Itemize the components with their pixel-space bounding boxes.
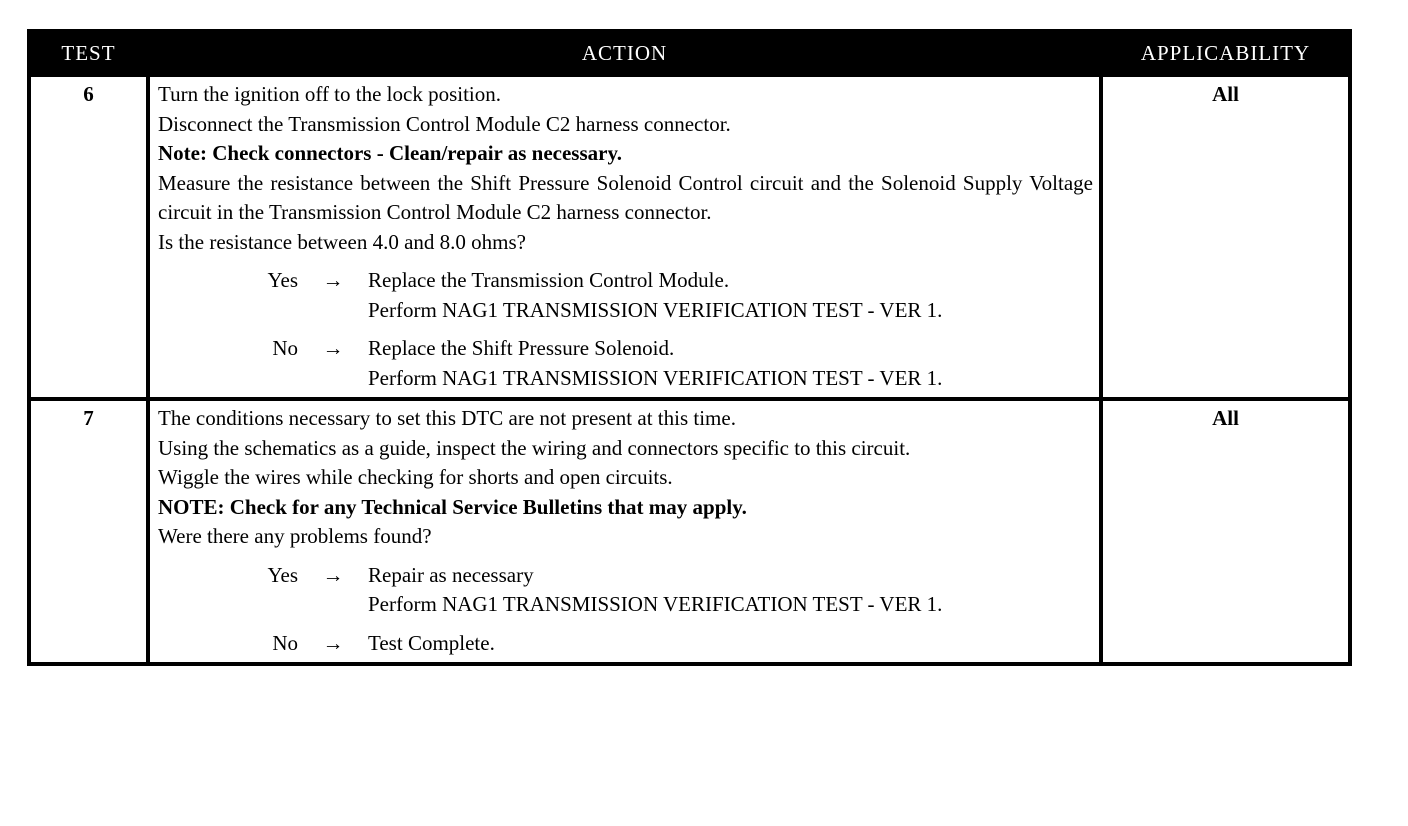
action-cell — [148, 75, 1101, 399]
header-action: ACTION — [148, 31, 1101, 75]
action-step: Turn the ignition off to the lock position. — [158, 82, 502, 106]
action-question: Were there any problems found? — [158, 524, 432, 548]
answer-label: Yes — [267, 268, 298, 292]
action-step: Wiggle the wires while checking for shorts and open circuits. — [158, 465, 673, 489]
right-arrow-icon: → — [322, 562, 344, 587]
table-header — [29, 31, 1350, 75]
answer-text — [368, 266, 1093, 325]
answer-text — [368, 629, 1093, 659]
action-step: Disconnect the Transmission Control Module C2 harness connector. — [158, 111, 731, 136]
answer-no — [158, 334, 1093, 393]
test-number: 6 — [29, 75, 148, 399]
right-arrow-icon: → — [322, 630, 344, 655]
answer-label: No — [272, 630, 298, 655]
action-note: NOTE: Check for any Technical Service Bulletins that may apply. — [158, 494, 747, 519]
action-step: The conditions necessary to set this DTC are not present at this time. — [158, 406, 736, 430]
answer-line: Replace the Transmission Control Module. — [368, 268, 730, 292]
table-row-test-7 — [29, 399, 1350, 664]
action-note: Note: Check connectors - Clean/repair as necessary. — [158, 141, 623, 165]
answer-yes — [158, 561, 1093, 620]
right-arrow-icon: → — [322, 336, 344, 360]
applicability: All — [1101, 75, 1350, 399]
answer-line: Perform NAG1 TRANSMISSION VERIFICATION TEST - VER 1. — [368, 592, 943, 616]
applicability: All — [1101, 399, 1350, 664]
answer-no — [158, 629, 1093, 659]
answer-text — [368, 334, 1093, 393]
right-arrow-icon: → — [322, 268, 344, 292]
action-step: Using the schematics as a guide, inspect the wiring and connectors specific to this circuit. — [158, 435, 911, 460]
answer-line: Perform NAG1 TRANSMISSION VERIFICATION TEST - VER 1. — [368, 297, 943, 322]
answer-line: Perform NAG1 TRANSMISSION VERIFICATION TEST - VER 1. — [368, 365, 943, 390]
answer-label: Yes — [267, 562, 298, 587]
answer-yes — [158, 266, 1093, 325]
answer-text — [368, 561, 1093, 620]
header-applicability: APPLICABILITY — [1101, 31, 1350, 75]
action-cell — [148, 399, 1101, 664]
answer-label: No — [272, 336, 298, 360]
answer-line: Repair as necessary — [368, 562, 534, 587]
table-row-test-6 — [29, 75, 1350, 399]
action-question: Is the resistance between 4.0 and 8.0 ohms? — [158, 229, 526, 254]
header-test: TEST — [29, 31, 148, 75]
answer-line: Replace the Shift Pressure Solenoid. — [368, 336, 675, 360]
diagnostic-test-table — [27, 29, 1352, 666]
answer-line: Test Complete. — [368, 630, 495, 655]
action-step: Measure the resistance between the Shift Pressure Solenoid Control circuit and the Solenoid Supply Voltage circuit in the Transmission Control Module C2 harness connector. — [158, 170, 1093, 224]
test-number: 7 — [29, 399, 148, 664]
